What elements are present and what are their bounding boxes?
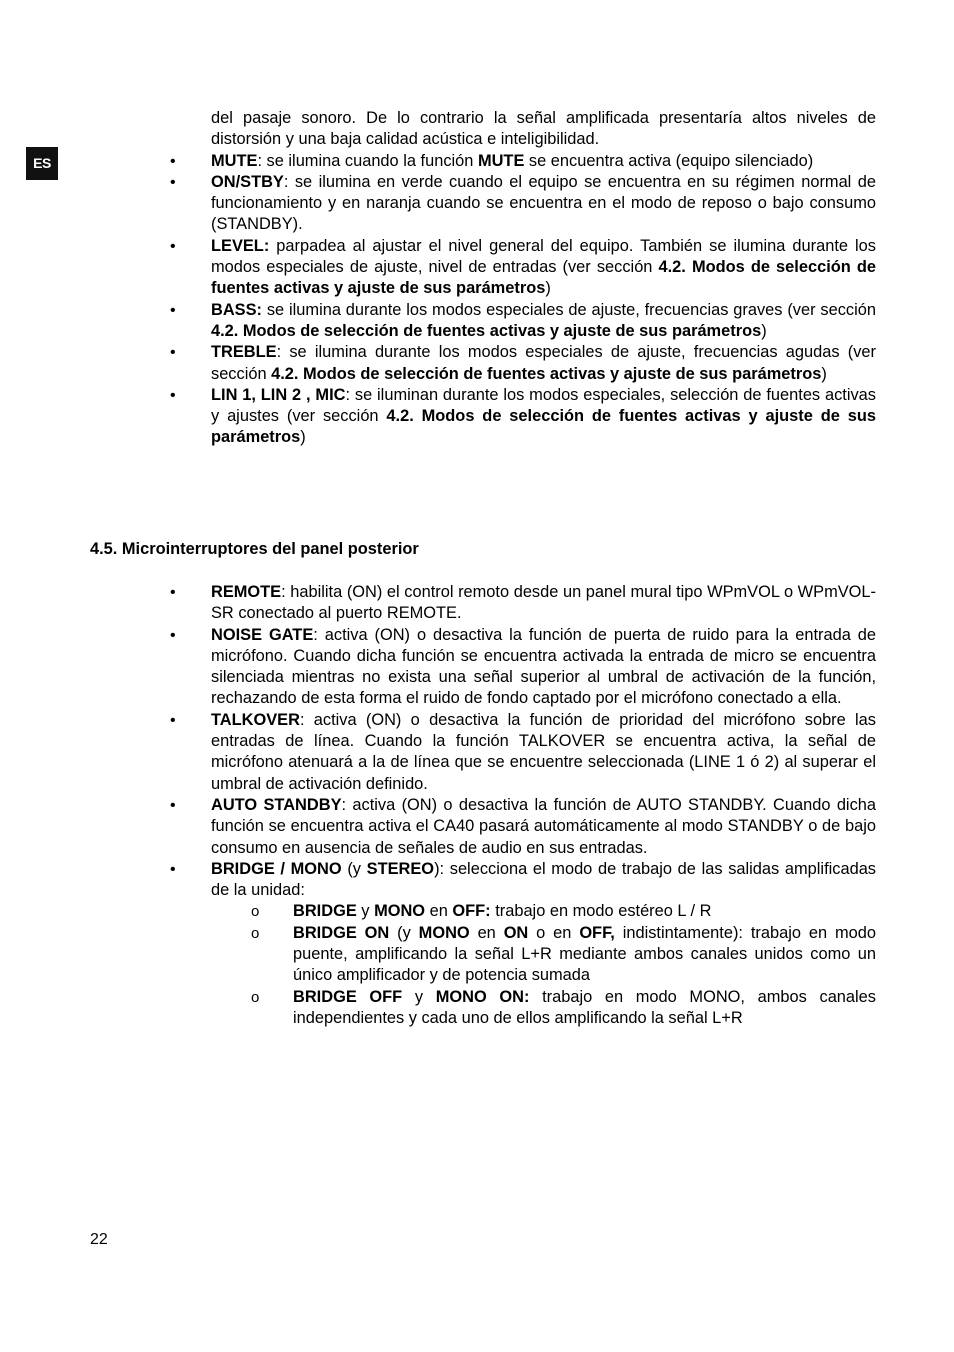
- text: : se ilumina en verde cuando el equipo se encuentra en su régimen normal de funcionamiento y en naranja cuando se encuentra en el modo de reposo o bajo consumo (STANDBY).: [211, 172, 876, 234]
- led-item-level: [211, 236, 876, 300]
- text: ): [545, 279, 551, 298]
- page-number: 22: [90, 1231, 108, 1248]
- section-reference: 4.2. Modos de selección de fuentes activas y ajuste de sus parámetros: [211, 407, 876, 447]
- text: : activa (ON) o desactiva la función de prioridad del micrófono sobre las entradas de línea. Cuando la función TALKOVER se encuentra activa, la señal de micrófono atenuará a la de línea que se encuentre seleccionada (LINE 1 ó 2) al superar el umbral de activación definido.: [211, 710, 876, 793]
- led-item-treble: [211, 342, 876, 385]
- text: o en: [528, 923, 580, 942]
- text: : se ilumina durante los modos especiales de ajuste, frecuencias agudas (ver sección: [211, 343, 876, 383]
- text: ): [761, 321, 767, 340]
- text: (y: [389, 923, 419, 942]
- term: BRIDGE: [293, 902, 357, 921]
- text: : se iluminan durante los modos especiales, selección de fuentes activas y ajustes (ver sección: [211, 385, 876, 426]
- bridge-mode-item: [293, 901, 876, 922]
- text: en: [425, 902, 453, 921]
- term: BASS:: [211, 300, 262, 319]
- term: ON: [503, 923, 529, 942]
- section-heading: 4.5. Microinterruptores del panel posterior: [90, 540, 419, 558]
- term: OFF:: [452, 902, 491, 921]
- led-item-bass: [211, 300, 876, 343]
- term: TREBLE: [211, 343, 277, 362]
- led-item-mute: [211, 151, 876, 172]
- term: BRIDGE / MONO: [211, 859, 342, 878]
- text: y: [402, 987, 436, 1006]
- text: indistintamente): trabajo en modo puente, amplificando la señal L+R mediante ambos canales unidos como un único amplificador y de potencia sumada: [293, 923, 876, 985]
- switch-item-talkover: [211, 710, 876, 795]
- text: trabajo en modo estéreo L / R: [490, 902, 712, 921]
- term: LIN 1, LIN 2 , MIC: [211, 385, 346, 404]
- bridge-mode-list: [211, 901, 876, 1029]
- term: BRIDGE ON: [293, 923, 390, 942]
- text: ): [300, 428, 306, 447]
- switch-item-auto-standby: [211, 795, 876, 859]
- text: parpadea al ajustar el nivel general del equipo. También se ilumina durante los modos especiales de ajuste, nivel de entradas (ver sección: [211, 236, 876, 277]
- text: y: [356, 902, 375, 921]
- text: : activa (ON) o desactiva la función de AUTO STANDBY. Cuando dicha función se encuentra activa el CA40 pasará automáticamente al modo STANDBY o de bajo consumo en ausencia de señales de audio en sus entradas.: [211, 795, 876, 857]
- term: OFF,: [579, 923, 615, 942]
- term: MUTE: [211, 151, 258, 170]
- switch-list: [211, 582, 876, 1029]
- term: BRIDGE OFF: [293, 987, 403, 1006]
- text: (y: [341, 859, 367, 878]
- switch-item-noise-gate: [211, 625, 876, 710]
- term: LEVEL:: [211, 236, 270, 255]
- term: STEREO: [366, 859, 435, 878]
- section-reference: 4.2. Modos de selección de fuentes activas y ajuste de sus parámetros: [271, 364, 822, 383]
- led-item-onstby: [211, 172, 876, 236]
- text: trabajo en modo MONO, ambos canales independientes y cada uno de ellos amplificando la señal L+R: [293, 987, 876, 1027]
- text: : activa (ON) o desactiva la función de puerta de ruido para la entrada de micrófono. Cuando dicha función se encuentra activada la entrada de micro se encuentra silenciada mientras no exista una señal superior al umbral de activación de la función, rechazando de esta forma el ruido de fondo captado por el micrófono conectado a ella.: [211, 625, 876, 708]
- section-reference: 4.2. Modos de selección de fuentes activas y ajuste de sus parámetros: [211, 321, 762, 340]
- text: : habilita (ON) el control remoto desde un panel mural tipo WPmVOL o WPmVOL-SR conectado al puerto REMOTE.: [211, 583, 876, 623]
- text: : se ilumina cuando la función: [257, 151, 478, 170]
- term: NOISE GATE: [211, 625, 314, 644]
- led-list: [211, 151, 876, 449]
- term: MUTE: [477, 151, 525, 170]
- led-item-inputs: [211, 385, 876, 449]
- switch-item-remote: [211, 582, 876, 625]
- term: MONO ON:: [435, 987, 530, 1006]
- switch-item-bridge-mono: [211, 859, 876, 1029]
- text: ): [821, 364, 827, 383]
- bridge-mode-item: [293, 987, 876, 1030]
- term: MONO: [374, 902, 426, 921]
- term: TALKOVER: [211, 710, 300, 729]
- led-description-block: [211, 108, 876, 449]
- term: MONO: [418, 923, 470, 942]
- text: en: [469, 923, 504, 942]
- language-tab: ES: [26, 147, 58, 180]
- text: se ilumina durante los modos especiales de ajuste, frecuencias graves (ver sección: [262, 300, 876, 319]
- text: se encuentra activa (equipo silenciado): [524, 151, 814, 170]
- switch-description-block: [211, 582, 876, 1029]
- term: AUTO STANDBY: [211, 795, 342, 814]
- bridge-mode-item: [293, 923, 876, 987]
- term: REMOTE: [211, 583, 282, 601]
- text: ): selecciona el modo de trabajo de las salidas amplificadas de la unidad:: [211, 859, 876, 900]
- intro-paragraph: del pasaje sonoro. De lo contrario la señal amplificada presentaría altos niveles de distorsión y una baja calidad acústica e inteligibilidad.: [211, 109, 876, 149]
- term: ON/STBY: [211, 172, 284, 191]
- section-reference: 4.2. Modos de selección de fuentes activas y ajuste de sus parámetros: [211, 258, 876, 298]
